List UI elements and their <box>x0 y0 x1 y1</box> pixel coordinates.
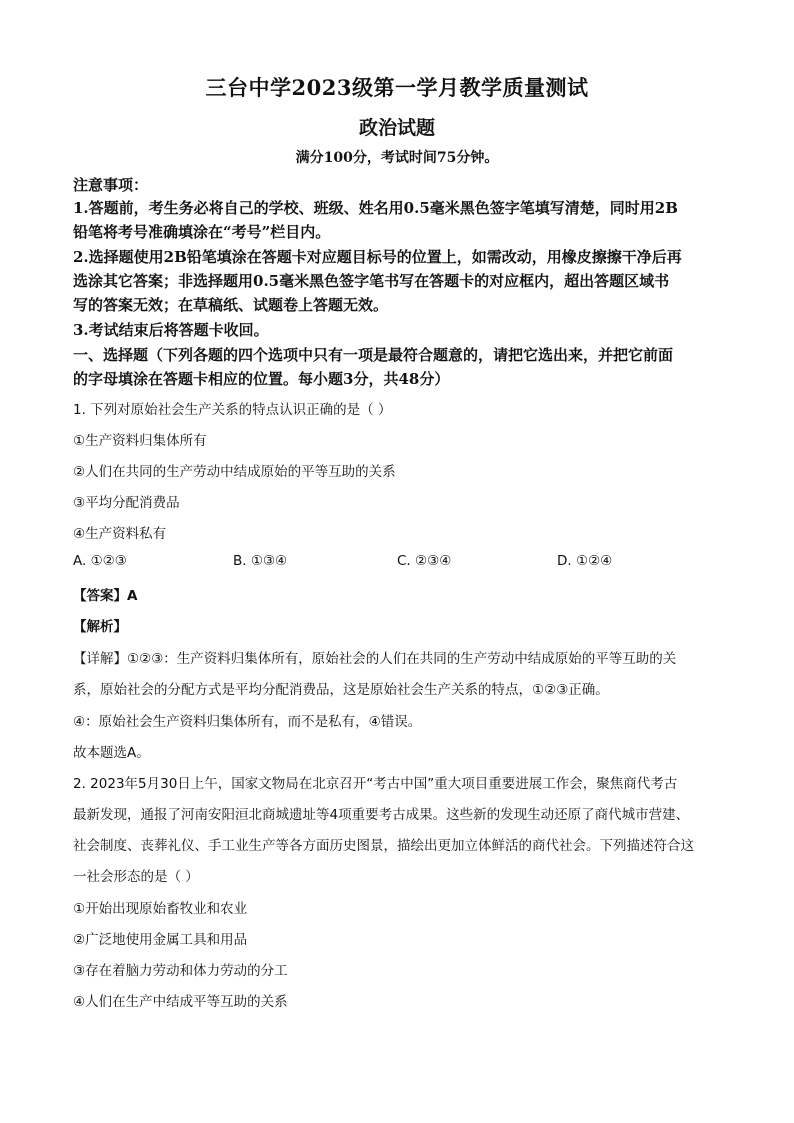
section-heading: 一、选择题（下列各题的四个选项中只有一项是最符合题意的，请把它选出来，并把它前面 <box>73 346 674 364</box>
notes-heading: 注意事项： <box>73 176 149 194</box>
option-b: B. ①③④ <box>233 553 288 569</box>
subject-title: 政治试题 <box>358 117 435 139</box>
notes-line: 选涂其它答案；非选择题用0.5毫米黑色签字笔书写在答题卡的对应框内，超出答题区域书 <box>73 272 670 290</box>
detail-line: 【详解】①②③：生产资料归集体所有，原始社会的人们在共同的生产劳动中结成原始的平等互助的关 <box>73 651 677 667</box>
detail-line: 系，原始社会的分配方式是平均分配消费品，这是原始社会生产关系的特点，①②③正确。 <box>73 682 609 698</box>
section-heading: 的字母填涂在答题卡相应的位置。每小题3分，共48分） <box>73 370 450 388</box>
question-item: ②广泛地使用金属工具和用品 <box>73 932 248 948</box>
question-item: ②人们在共同的生产劳动中结成原始的平等互助的关系 <box>73 464 396 480</box>
answer-label: 【答案】A <box>73 588 138 604</box>
question-item: ③存在着脑力劳动和体力劳动的分工 <box>73 963 288 979</box>
option-d: D. ①②④ <box>557 553 613 569</box>
question-stem: 1. 下列对原始社会生产关系的特点认识正确的是（ ） <box>73 402 392 418</box>
analysis-label: 【解析】 <box>73 619 127 635</box>
question-stem: 2. 2023年5月30日上午，国家文物局在北京召开“考古中国”重大项目重要进展工作会，聚焦商代考古 <box>73 776 678 792</box>
question-stem: 社会制度、丧葬礼仪、手工业生产等各方面历史图景，描绘出更加立体鲜活的商代社会。下列描述符合这 <box>73 838 694 854</box>
notes-line: 1.答题前，考生务必将自己的学校、班级、姓名用0.5毫米黑色签字笔填写清楚，同时用2B <box>73 199 678 217</box>
notes-line: 写的答案无效；在草稿纸、试题卷上答题无效。 <box>73 296 389 314</box>
notes-line: 2.选择题使用2B铅笔填涂在答题卡对应题目标号的位置上，如需改动，用橡皮擦擦干净后再 <box>73 248 682 266</box>
question-item: ④人们在生产中结成平等互助的关系 <box>73 994 288 1010</box>
exam-info: 满分100分，考试时间75分钟。 <box>295 150 499 166</box>
detail-line: 故本题选A。 <box>73 745 150 761</box>
exam-title: 三台中学2023级第一学月教学质量测试 <box>205 75 589 100</box>
detail-line: ④：原始社会生产资料归集体所有，而不是私有，④错误。 <box>73 714 422 730</box>
option-a: A. ①②③ <box>73 553 127 569</box>
question-item: ①开始出现原始畜牧业和农业 <box>73 901 248 917</box>
notes-line: 铅笔将考号准确填涂在“考号”栏目内。 <box>73 223 331 241</box>
option-c: C. ②③④ <box>397 553 452 569</box>
question-item: ①生产资料归集体所有 <box>73 433 207 449</box>
question-item: ③平均分配消费品 <box>73 495 180 511</box>
question-stem: 一社会形态的是（ ） <box>73 869 199 885</box>
notes-line: 3.考试结束后将答题卡收回。 <box>73 321 269 339</box>
question-item: ④生产资料私有 <box>73 526 167 542</box>
question-stem: 最新发现，通报了河南安阳洹北商城遗址等4项重要考古成果。这些新的发现生动还原了商代城市营建、 <box>73 807 690 823</box>
